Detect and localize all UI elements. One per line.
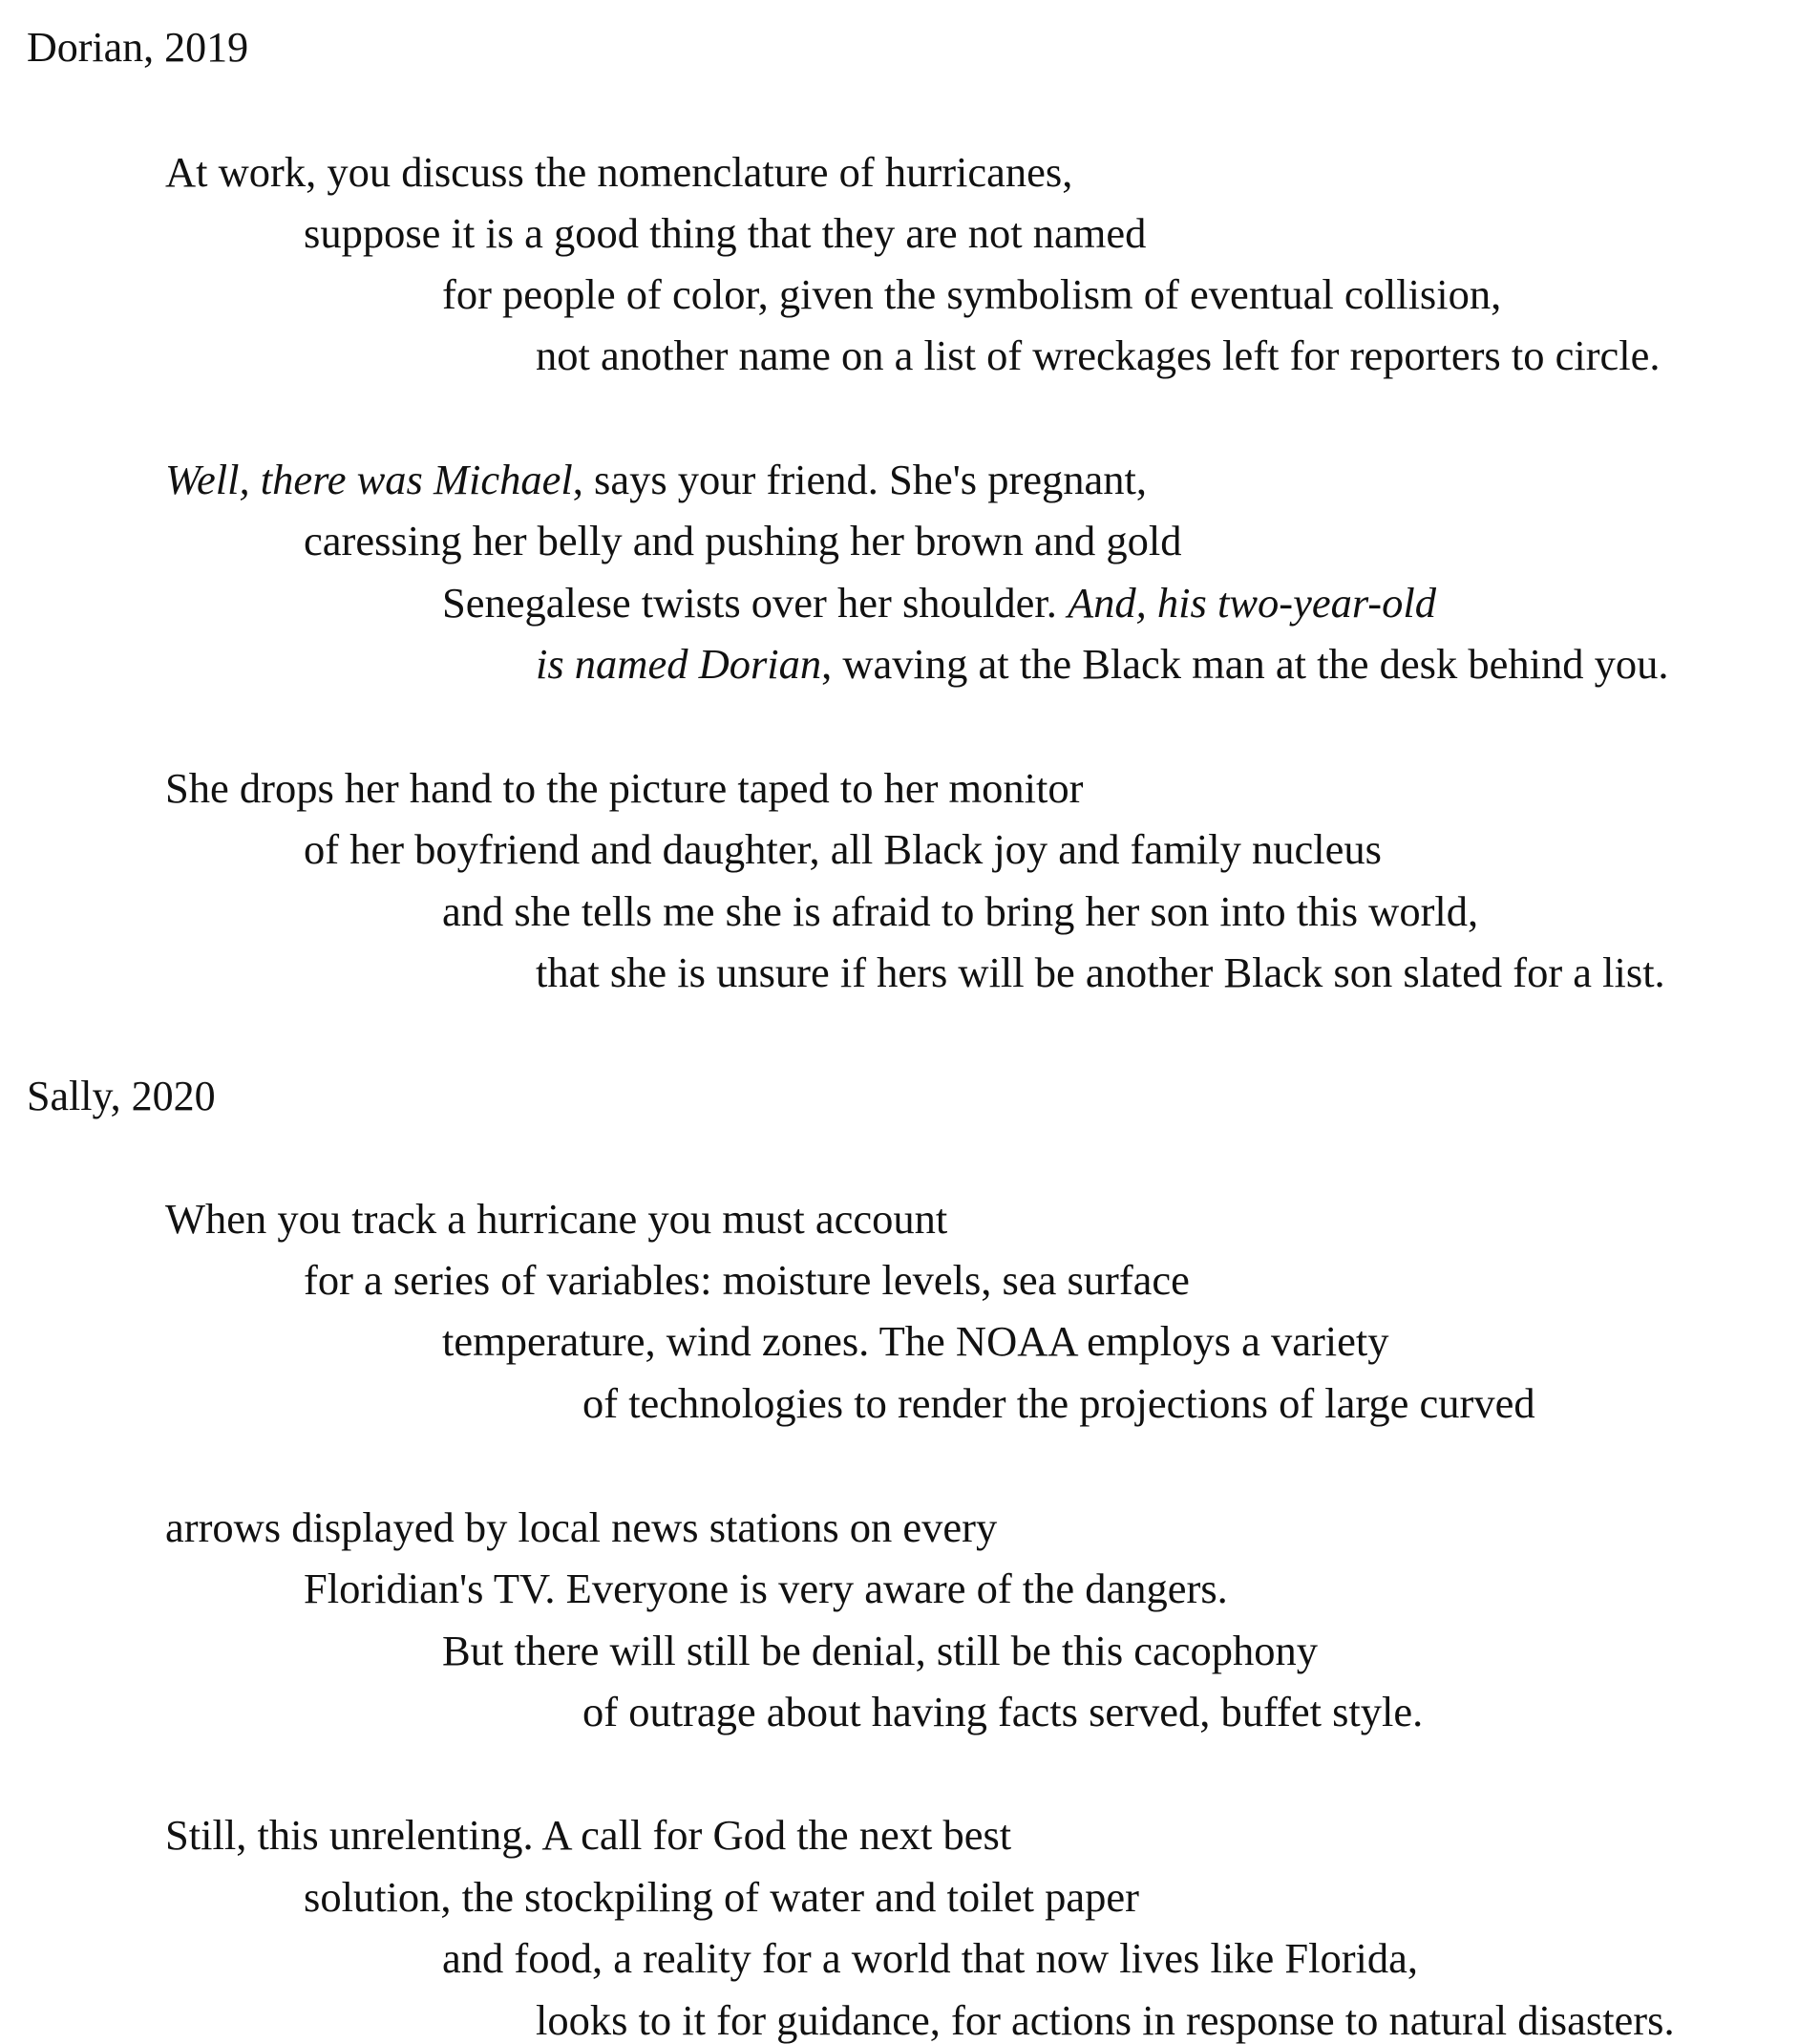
section-heading-sally: Sally, 2020 (27, 1073, 216, 1119)
poem-line: of her boyfriend and daughter, all Black joy and family nucleus (304, 825, 1382, 873)
poem-line (165, 458, 1147, 501)
poem-line: At work, you discuss the nomenclature of hurricanes, (165, 148, 1073, 196)
poem-line: When you track a hurricane you must account (165, 1195, 948, 1243)
italic-phrase: And, his two-year-old (1067, 579, 1436, 627)
poem-line: She drops her hand to the picture taped to her monitor (165, 764, 1084, 812)
poem-line: not another name on a list of wreckages left for reporters to circle. (536, 331, 1661, 379)
poem-line: solution, the stockpiling of water and toilet paper (304, 1873, 1139, 1921)
poem-line: looks to it for guidance, for actions in response to natural disasters. (536, 1996, 1675, 2044)
poem-line: and she tells me she is afraid to bring her son into this world, (442, 887, 1479, 935)
poem-line: and food, a reality for a world that now lives like Florida, (442, 1934, 1419, 1982)
italic-phrase: is named Dorian (536, 640, 822, 688)
poem-line (442, 579, 1436, 627)
poem-line: suppose it is a good thing that they are not named (304, 209, 1147, 257)
poem-line: temperature, wind zones. The NOAA employs a variety (442, 1317, 1389, 1365)
poem-line: of technologies to render the projections of large curved (582, 1379, 1535, 1427)
poem-line (536, 640, 1669, 688)
line-text: , says your friend. She's pregnant, (572, 456, 1148, 503)
line-text: Senegalese twists over her shoulder. (442, 579, 1068, 627)
poem-line: that she is unsure if hers will be another Black son slated for a list. (536, 948, 1665, 996)
poem-line: Floridian's TV. Everyone is very aware of the dangers. (304, 1565, 1228, 1612)
poem-line: for people of color, given the symbolism of eventual collision, (442, 270, 1502, 318)
section-heading-dorian: Dorian, 2019 (27, 24, 249, 71)
italic-phrase: Well, there was Michael (165, 456, 573, 503)
line-text: , waving at the Black man at the desk behind you. (821, 640, 1669, 688)
poem-line: Still, this unrelenting. A call for God the next best (165, 1811, 1012, 1859)
poem-line: caressing her belly and pushing her brown and gold (304, 517, 1182, 564)
poem-line: for a series of variables: moisture levels, sea surface (304, 1256, 1190, 1304)
poem-line: But there will still be denial, still be this cacophony (442, 1627, 1319, 1674)
poem-line: of outrage about having facts served, buffet style. (582, 1688, 1424, 1735)
poem-line: arrows displayed by local news stations on every (165, 1503, 998, 1551)
